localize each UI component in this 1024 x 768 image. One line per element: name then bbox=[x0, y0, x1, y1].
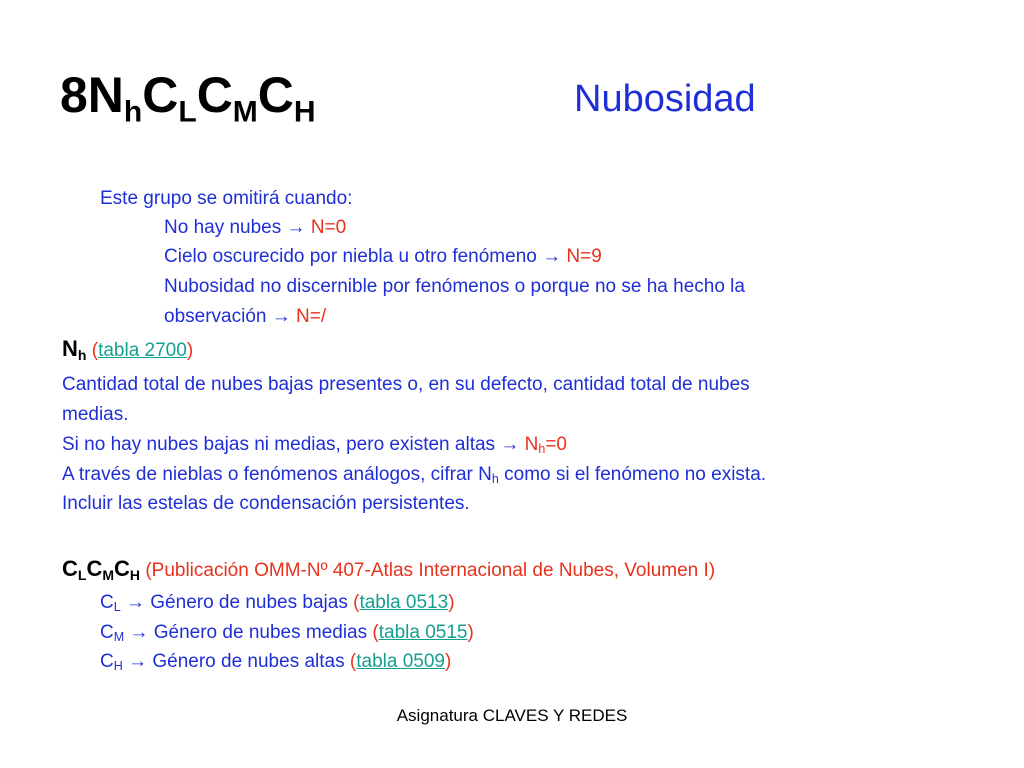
nh-description-line: A través de nieblas o fenómenos análogos, cifrar $N_h$ como si el fenómeno no exista. bbox=[62, 464, 767, 487]
nh-heading: $N_h$ (tabla 2700) bbox=[62, 336, 194, 364]
publication-reference: (Publicación OMM-Nº 407-Atlas Internacional de Nubes, Volumen I) bbox=[145, 560, 716, 581]
nh-description-line: Cantidad total de nubes bajas presentes o, en su defecto, cantidad total de nubes bbox=[62, 374, 750, 395]
omission-item: Cielo oscurecido por niebla u otro fenómeno → N=9 bbox=[164, 246, 602, 267]
arrow-right-icon: → bbox=[286, 217, 306, 238]
arrow-right-icon: → bbox=[271, 306, 291, 327]
tabla-0513-link[interactable]: tabla 0513 bbox=[359, 592, 449, 613]
omission-item-continued: observación → N=/ bbox=[164, 306, 327, 327]
cloud-genus-item: $C_M$ → Género de nubes medias (tabla 0515) bbox=[100, 622, 474, 645]
arrow-right-icon: → bbox=[129, 622, 149, 643]
omission-item: No hay nubes → N=0 bbox=[164, 217, 347, 238]
tabla-0515-link[interactable]: tabla 0515 bbox=[378, 622, 468, 643]
nh-description-line: Incluir las estelas de condensación persistentes. bbox=[62, 493, 470, 514]
nh-description-line: Si no hay nubes bajas ni medias, pero existen altas → $N_h=0$ bbox=[62, 434, 567, 457]
nh-description-line: medias. bbox=[62, 404, 129, 425]
cloud-genus-item: $C_L$ → Género de nubes bajas (tabla 0513) bbox=[100, 592, 455, 615]
arrow-right-icon: → bbox=[542, 246, 562, 267]
omission-intro: Este grupo se omitirá cuando: bbox=[100, 188, 353, 209]
clcmch-heading: $C_LC_MC_H$ (Publicación OMM-Nº 407-Atlas Internacional de Nubes, Volumen I) bbox=[62, 556, 716, 584]
tabla-2700-link[interactable]: tabla 2700 bbox=[98, 340, 187, 361]
cloud-genus-item: $C_H$ → Género de nubes altas (tabla 0509) bbox=[100, 651, 452, 674]
arrow-right-icon: → bbox=[500, 434, 520, 455]
arrow-right-icon: → bbox=[126, 592, 145, 613]
page-subtitle: Nubosidad bbox=[574, 78, 756, 120]
omission-item: Nubosidad no discernible por fenómenos o porque no se ha hecho la bbox=[164, 276, 745, 297]
arrow-right-icon: → bbox=[128, 651, 148, 672]
tabla-0509-link[interactable]: tabla 0509 bbox=[356, 651, 445, 672]
page-title: $8N_hC_LC_MC_H$ bbox=[60, 67, 316, 129]
footer-course-name: Asignatura CLAVES Y REDES bbox=[396, 706, 628, 725]
